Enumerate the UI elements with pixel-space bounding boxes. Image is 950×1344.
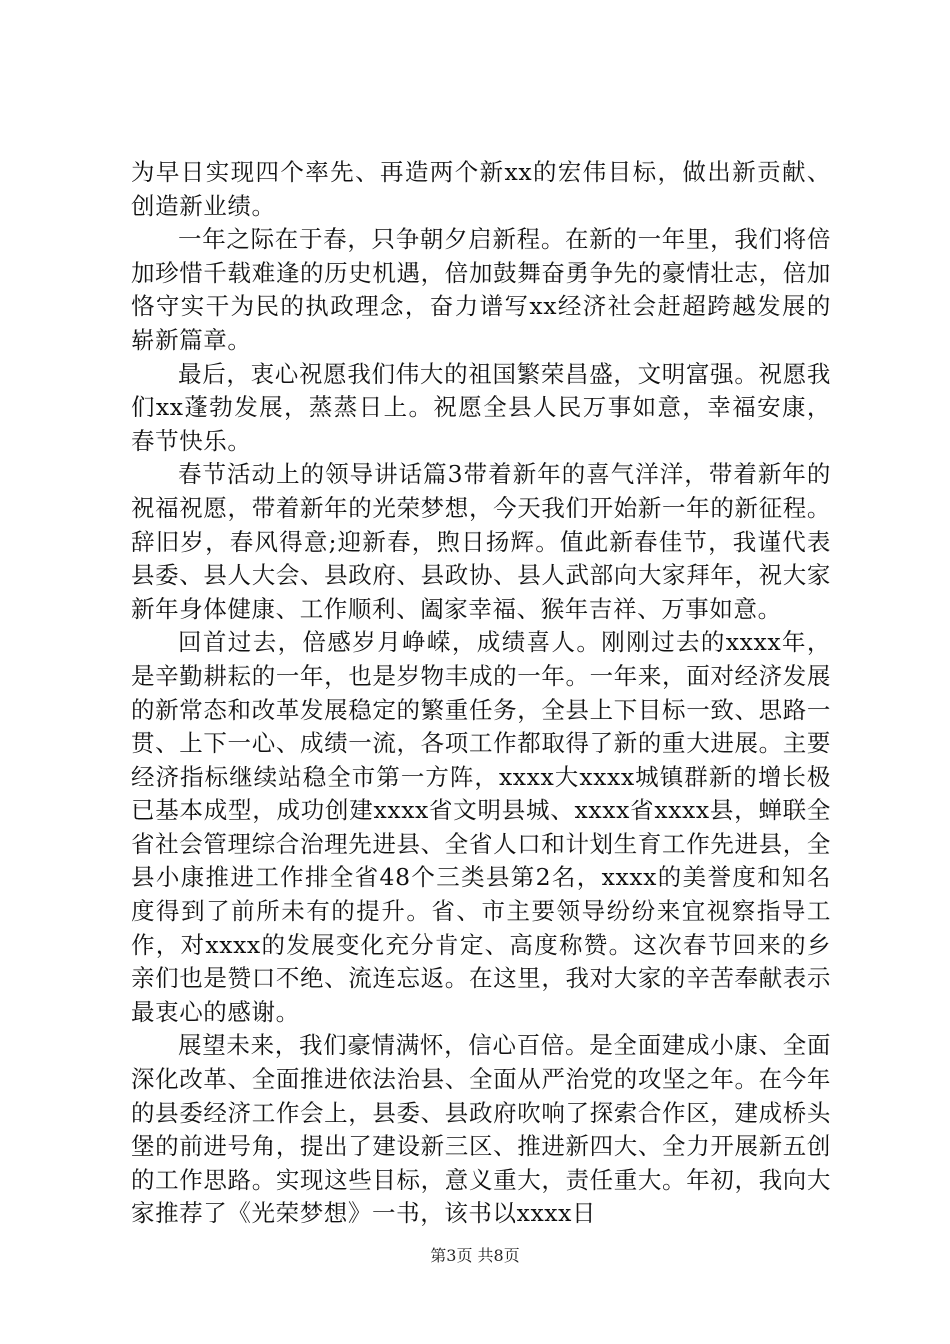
paragraph: 最后，衷心祝愿我们伟大的祖国繁荣昌盛，文明富强。祝愿我们xx蓬勃发展，蒸蒸日上。祝愿全县人民万事如意，幸福安康，春节快乐。 [131,359,831,455]
paragraph-continued: 为早日实现四个率先、再造两个新xx的宏伟目标，做出新贡献、创造新业绩。 [131,158,831,220]
page-footer: 第3页 共8页 [430,1246,520,1265]
paragraph: 回首过去，倍感岁月峥嵘，成绩喜人。刚刚过去的xxxx年，是辛勤耕耘的一年，也是岁物丰成的一年。一年来，面对经济发展的新常态和改革发展稳定的繁重任务，全县上下目标一致、思路一贯、上下一心、成绩一流，各项工作都取得了新的重大进展。主要经济指标继续站稳全市第一方阵，xxxx大xxxx城镇群新的增长极已基本成型，成功创建xxxx省文明县城、xxxx省xxxx县，蝉联全省社会管理综合治理先进县、全省人口和计划生育工作先进县，全县小康推进工作排全省48个三类县第2名，xxxx的美誉度和知名度得到了前所未有的提升。省、市主要领导纷纷来宜视察指导工作，对xxxx的发展变化充分肯定、高度称赞。这次春节回来的乡亲们也是赞口不绝、流连忘返。在这里，我对大家的辛苦奉献表示最衷心的感谢。 [131,628,831,1026]
paragraph: 展望未来，我们豪情满怀，信心百倍。是全面建成小康、全面深化改革、全面推进依法治县、全面从严治党的攻坚之年。在今年的县委经济工作会上，县委、县政府吹响了探索合作区，建成桥头堡的前进号角，提出了建设新三区、推进新四大、全力开展新五创的工作思路。实现这些目标，意义重大，责任重大。年初，我向大家推荐了《光荣梦想》一书，该书以xxxx日 [131,1031,831,1228]
paragraph: 一年之际在于春，只争朝夕启新程。在新的一年里，我们将倍加珍惜千载难逢的历史机遇，倍加鼓舞奋勇争先的豪情壮志，倍加恪守实干为民的执政理念，奋力谱写xx经济社会赶超跨越发展的崭新篇章。 [131,225,831,354]
paragraph: 春节活动上的领导讲话篇3带着新年的喜气洋洋，带着新年的祝福祝愿，带着新年的光荣梦想，今天我们开始新一年的新征程。辞旧岁，春风得意;迎新春，煦日扬辉。值此新春佳节，我谨代表县委、县人大会、县政府、县政协、县人武部向大家拜年，祝大家新年身体健康、工作顺利、阖家幸福、猴年吉祥、万事如意。 [131,460,831,623]
document-body [131,156,831,1231]
